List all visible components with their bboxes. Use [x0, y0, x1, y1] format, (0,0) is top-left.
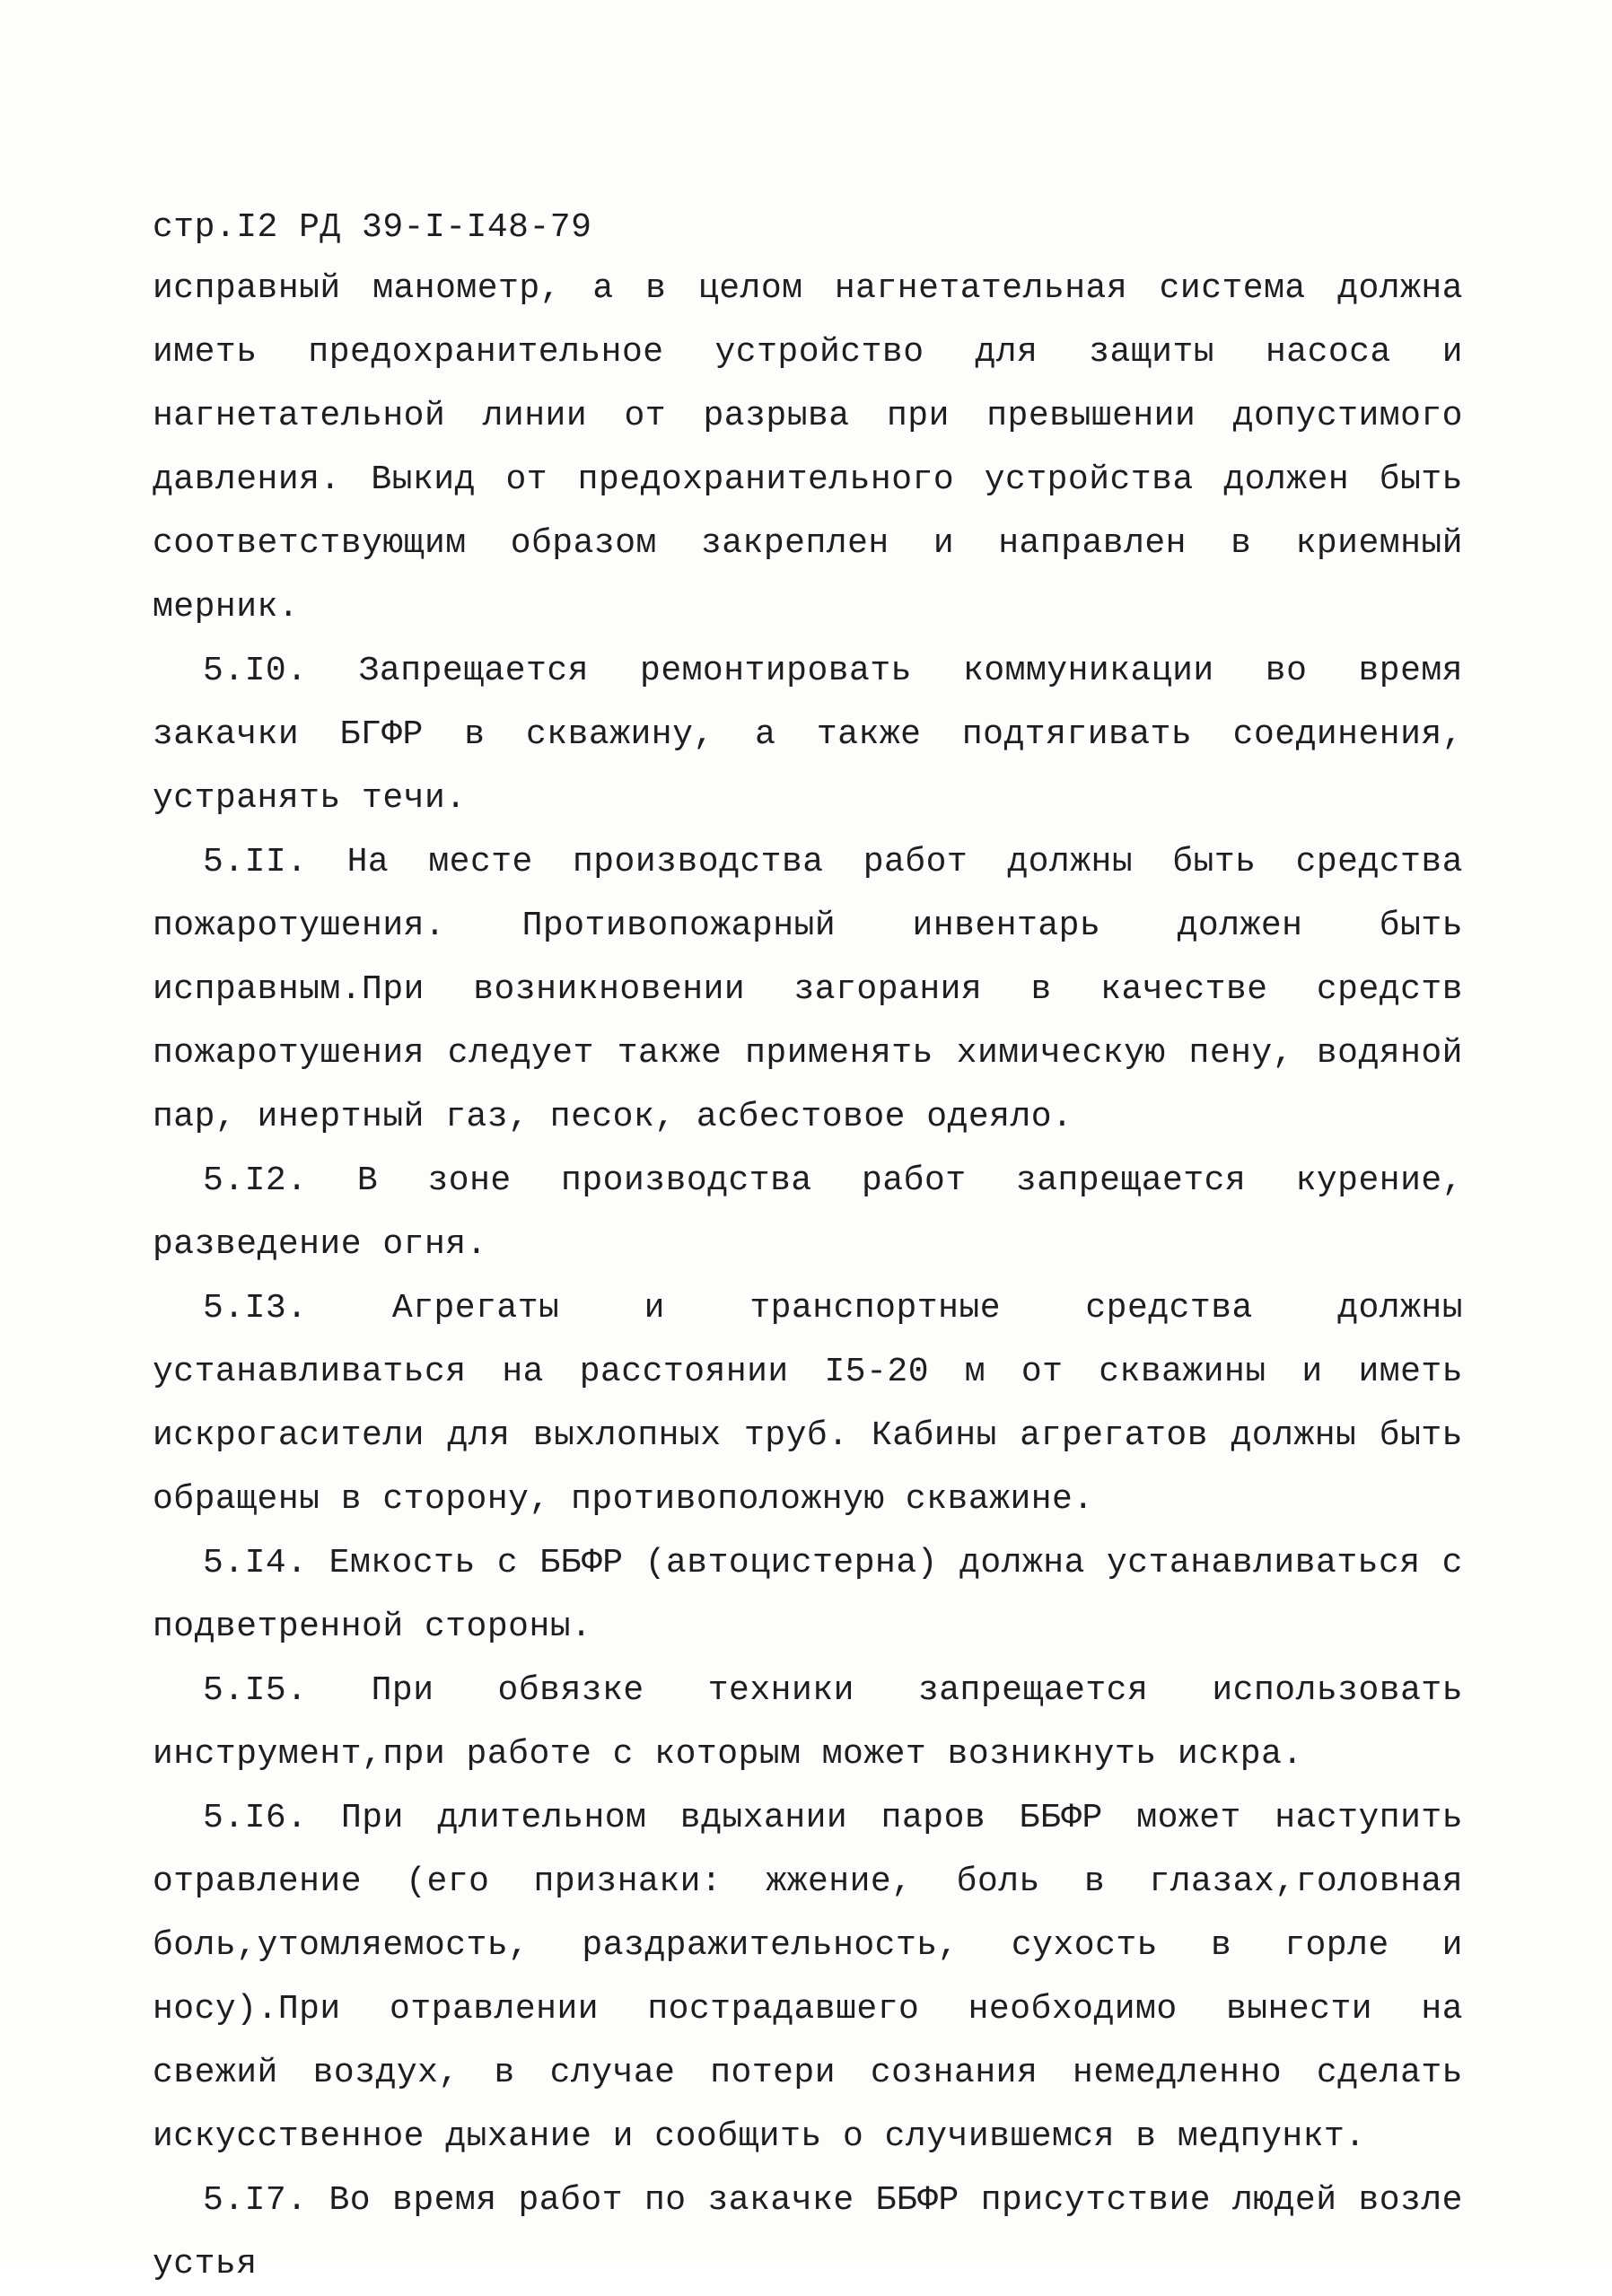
paragraph-continuation: исправный манометр, а в целом нагнетательная система должна иметь предохранительное устройство для защиты насоса и нагнетательной линии от разрыва при превышении допустимого давления. Выкид от предохранительного устройства должен быть соответствующим образом закреплен и направлен в криемный мерник. — [153, 269, 1463, 627]
paragraph-5-17: 5.I7. Во время работ по закачке ББФР присутствие людей возле устья — [153, 2181, 1463, 2283]
paragraph-5-13: 5.I3. Агрегаты и транспортные средства должны устанавливаться на расстоянии I5-20 м от скважины и иметь искрогасители для выхлопных труб. Кабины агрегатов должны быть обращены в сторону, противоположную скважине. — [153, 1289, 1463, 1519]
page-header: стр.I2 РД 39-I-I48-79 — [153, 208, 592, 247]
paragraph-5-14: 5.I4. Емкость с ББФР (автоцистерна) должна устанавливаться с подветренной стороны. — [153, 1544, 1463, 1646]
document-body — [153, 257, 1463, 2296]
paragraph-5-12: 5.I2. В зоне производства работ запрещается курение, разведение огня. — [153, 1161, 1463, 1264]
paragraph-5-15: 5.I5. При обвязке техники запрещается использовать инструмент,при работе с которым может возникнуть искра. — [153, 1671, 1463, 1774]
paragraph-5-16: 5.I6. При длительном вдыхании паров ББФР может наступить отравление (его признаки: жжение, боль в глазах,головная боль,утомляемость, раздражительность, сухость в горле и носу).При отравлении пострадавшего необходимо вынести на свежий воздух, в случае потери сознания немедленно сделать искусственное дыхание и сообщить о случившемся в медпункт. — [153, 1799, 1463, 2156]
paragraph-5-11: 5.II. На месте производства работ должны быть средства пожаротушения. Противопожарный инвентарь должен быть исправным.При возникновении загорания в качестве средств пожаротушения следует также применять химическую пену, водяной пар, инертный газ, песок, асбестовое одеяло. — [153, 843, 1463, 1136]
paragraph-5-10: 5.I0. Запрещается ремонтировать коммуникации во время закачки БГФР в скважину, а также подтягивать соединения, устранять течи. — [153, 652, 1463, 818]
